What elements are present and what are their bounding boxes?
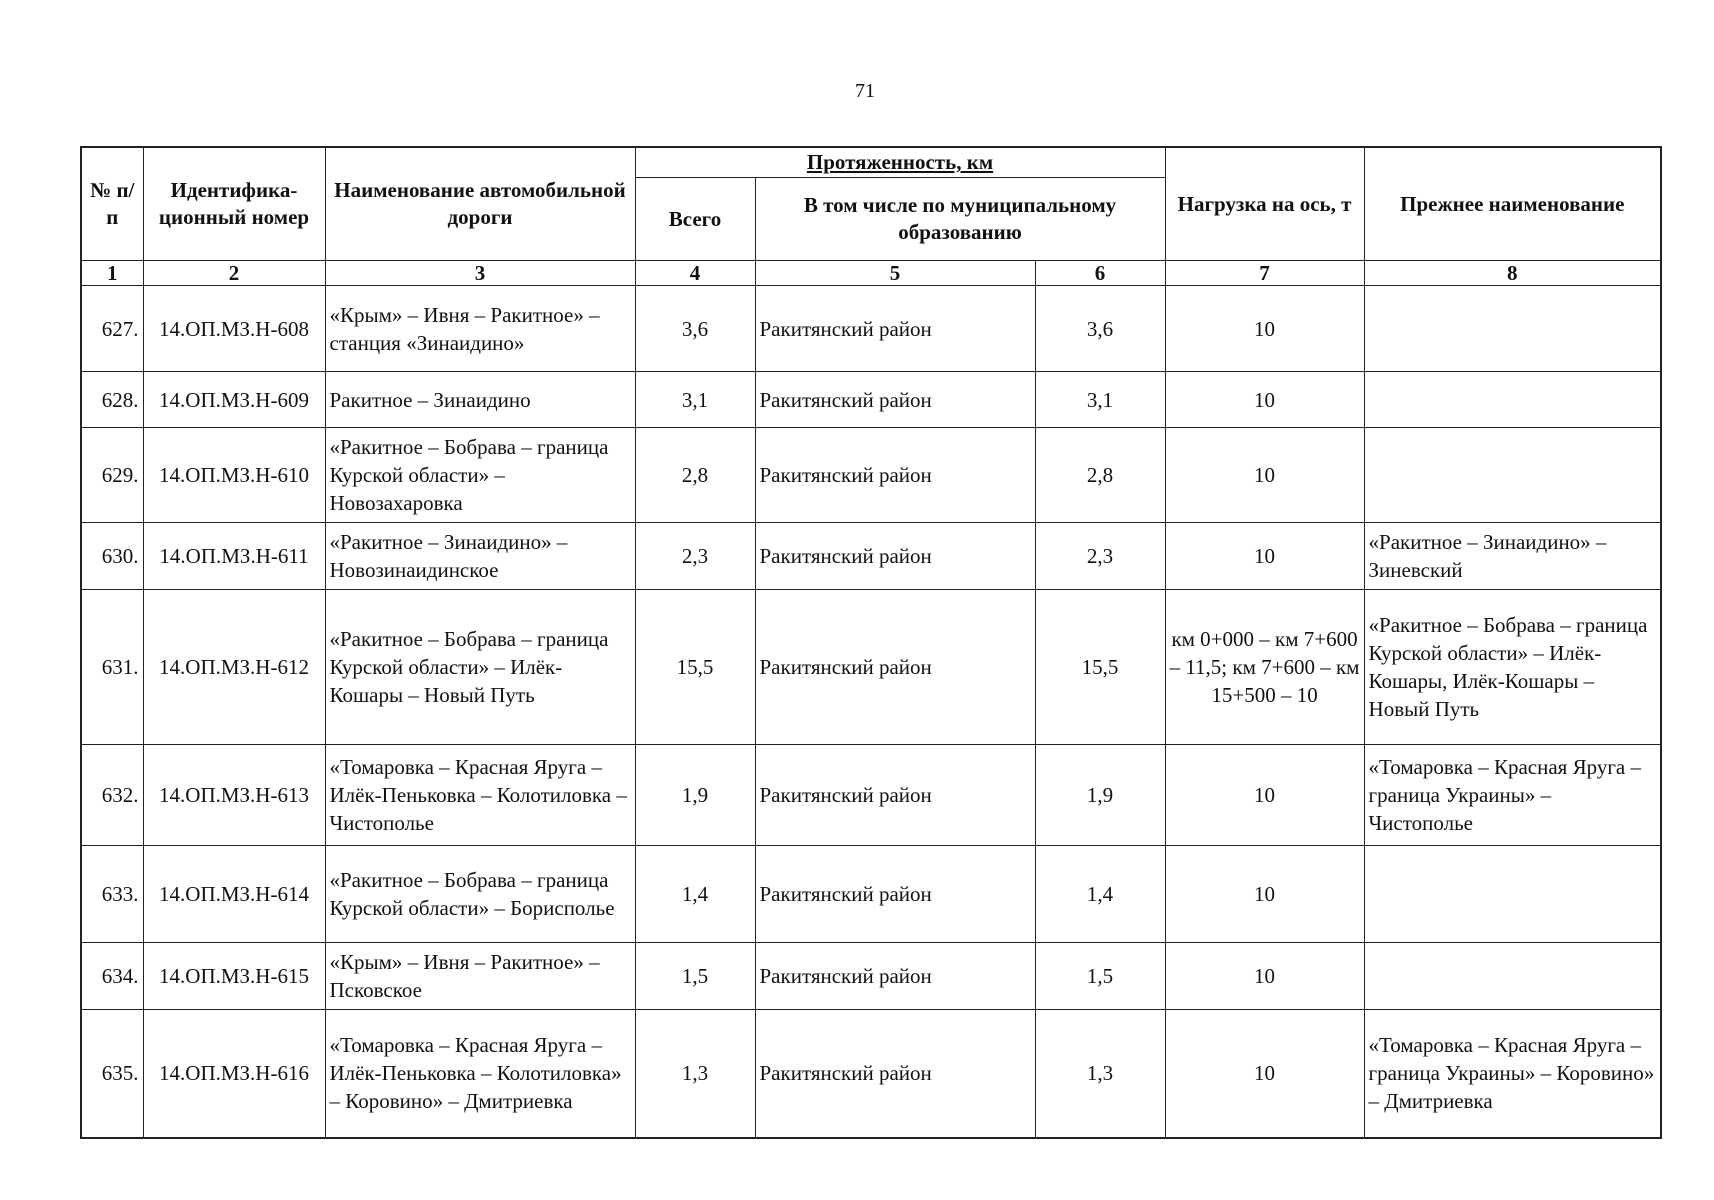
- axle-load: 10: [1165, 943, 1364, 1010]
- page-number: 71: [855, 80, 875, 102]
- former-name: [1364, 372, 1661, 428]
- former-name: «Ракитное – Бобрава – граница Курской области» – Илёк-Кошары, Илёк-Кошары – Новый Путь: [1364, 590, 1661, 745]
- header-name: Наименование автомобильной дороги: [325, 147, 635, 261]
- municipal-length: 2,3: [1035, 523, 1165, 590]
- municipal-length: 1,9: [1035, 745, 1165, 846]
- road-name: «Крым» – Ивня – Ракитное» – станция «Зинаидино»: [325, 286, 635, 372]
- header-former: Прежнее наименование: [1364, 147, 1661, 261]
- road-id: 14.ОП.МЗ.Н-615: [143, 943, 325, 1010]
- header-length-group: Протяженность, км: [635, 147, 1165, 178]
- length-total: 3,6: [635, 286, 755, 372]
- row-number: 628.: [81, 372, 143, 428]
- former-name: «Томаровка – Красная Яруга – граница Украины» – Чистополье: [1364, 745, 1661, 846]
- length-total: 2,8: [635, 428, 755, 523]
- table-row: [81, 428, 1661, 523]
- table-row: [81, 590, 1661, 745]
- column-number: 2: [143, 261, 325, 286]
- former-name: «Томаровка – Красная Яруга – граница Украины» – Коровино» – Дмитриевка: [1364, 1010, 1661, 1138]
- road-name: Ракитное – Зинаидино: [325, 372, 635, 428]
- length-total: 1,3: [635, 1010, 755, 1138]
- former-name: [1364, 846, 1661, 943]
- municipality: Ракитянский район: [755, 1010, 1035, 1138]
- column-number: 3: [325, 261, 635, 286]
- table-row: [81, 286, 1661, 372]
- road-name: «Ракитное – Бобрава – граница Курской области» – Илёк-Кошары – Новый Путь: [325, 590, 635, 745]
- length-total: 1,4: [635, 846, 755, 943]
- municipality: Ракитянский район: [755, 428, 1035, 523]
- column-number: 6: [1035, 261, 1165, 286]
- municipal-length: 15,5: [1035, 590, 1165, 745]
- axle-load: 10: [1165, 846, 1364, 943]
- axle-load: 10: [1165, 745, 1364, 846]
- table-row: [81, 745, 1661, 846]
- road-name: «Крым» – Ивня – Ракитное» – Псковское: [325, 943, 635, 1010]
- row-number: 633.: [81, 846, 143, 943]
- length-total: 1,9: [635, 745, 755, 846]
- column-number: 4: [635, 261, 755, 286]
- municipality: Ракитянский район: [755, 286, 1035, 372]
- axle-load: км 0+000 – км 7+600 – 11,5; км 7+600 – км 15+500 – 10: [1165, 590, 1364, 745]
- roads-table: [80, 146, 1662, 1139]
- road-name: «Ракитное – Бобрава – граница Курской области» – Новозахаровка: [325, 428, 635, 523]
- road-id: 14.ОП.МЗ.Н-609: [143, 372, 325, 428]
- road-name: «Ракитное – Бобрава – граница Курской области» – Борисполье: [325, 846, 635, 943]
- axle-load: 10: [1165, 286, 1364, 372]
- former-name: [1364, 943, 1661, 1010]
- row-number: 634.: [81, 943, 143, 1010]
- row-number: 629.: [81, 428, 143, 523]
- axle-load: 10: [1165, 372, 1364, 428]
- municipality: Ракитянский район: [755, 745, 1035, 846]
- road-id: 14.ОП.МЗ.Н-612: [143, 590, 325, 745]
- road-id: 14.ОП.МЗ.Н-616: [143, 1010, 325, 1138]
- road-id: 14.ОП.МЗ.Н-608: [143, 286, 325, 372]
- row-number: 630.: [81, 523, 143, 590]
- table-row: [81, 523, 1661, 590]
- municipal-length: 1,4: [1035, 846, 1165, 943]
- row-number: 627.: [81, 286, 143, 372]
- axle-load: 10: [1165, 1010, 1364, 1138]
- header-id: Идентифика- ционный номер: [143, 147, 325, 261]
- axle-load: 10: [1165, 428, 1364, 523]
- road-id: 14.ОП.МЗ.Н-613: [143, 745, 325, 846]
- length-total: 2,3: [635, 523, 755, 590]
- municipal-length: 1,5: [1035, 943, 1165, 1010]
- table-row: [81, 943, 1661, 1010]
- road-name: «Томаровка – Красная Яруга – Илёк-Пеньковка – Колотиловка» – Коровино» – Дмитриевка: [325, 1010, 635, 1138]
- header-load: Нагрузка на ось, т: [1165, 147, 1364, 261]
- former-name: «Ракитное – Зинаидино» – Зиневский: [1364, 523, 1661, 590]
- municipality: Ракитянский район: [755, 846, 1035, 943]
- row-number: 632.: [81, 745, 143, 846]
- municipality: Ракитянский район: [755, 590, 1035, 745]
- municipal-length: 3,1: [1035, 372, 1165, 428]
- column-number-row: [81, 261, 1661, 286]
- municipal-length: 1,3: [1035, 1010, 1165, 1138]
- header-num: № п/п: [81, 147, 143, 261]
- municipal-length: 2,8: [1035, 428, 1165, 523]
- header-total: Всего: [635, 178, 755, 261]
- column-number: 8: [1364, 261, 1661, 286]
- road-id: 14.ОП.МЗ.Н-611: [143, 523, 325, 590]
- municipality: Ракитянский район: [755, 372, 1035, 428]
- row-number: 635.: [81, 1010, 143, 1138]
- table-row: [81, 846, 1661, 943]
- road-id: 14.ОП.МЗ.Н-610: [143, 428, 325, 523]
- table-row: [81, 1010, 1661, 1138]
- municipality: Ракитянский район: [755, 943, 1035, 1010]
- length-total: 1,5: [635, 943, 755, 1010]
- column-number: 1: [81, 261, 143, 286]
- road-name: «Томаровка – Красная Яруга – Илёк-Пеньковка – Колотиловка – Чистополье: [325, 745, 635, 846]
- header-municipal: В том числе по муниципальному образованию: [755, 178, 1165, 261]
- road-name: «Ракитное – Зинаидино» – Новозинаидинское: [325, 523, 635, 590]
- axle-load: 10: [1165, 523, 1364, 590]
- table-row: [81, 372, 1661, 428]
- length-total: 3,1: [635, 372, 755, 428]
- column-number: 5: [755, 261, 1035, 286]
- former-name: [1364, 428, 1661, 523]
- road-id: 14.ОП.МЗ.Н-614: [143, 846, 325, 943]
- municipal-length: 3,6: [1035, 286, 1165, 372]
- row-number: 631.: [81, 590, 143, 745]
- municipality: Ракитянский район: [755, 523, 1035, 590]
- length-total: 15,5: [635, 590, 755, 745]
- column-number: 7: [1165, 261, 1364, 286]
- former-name: [1364, 286, 1661, 372]
